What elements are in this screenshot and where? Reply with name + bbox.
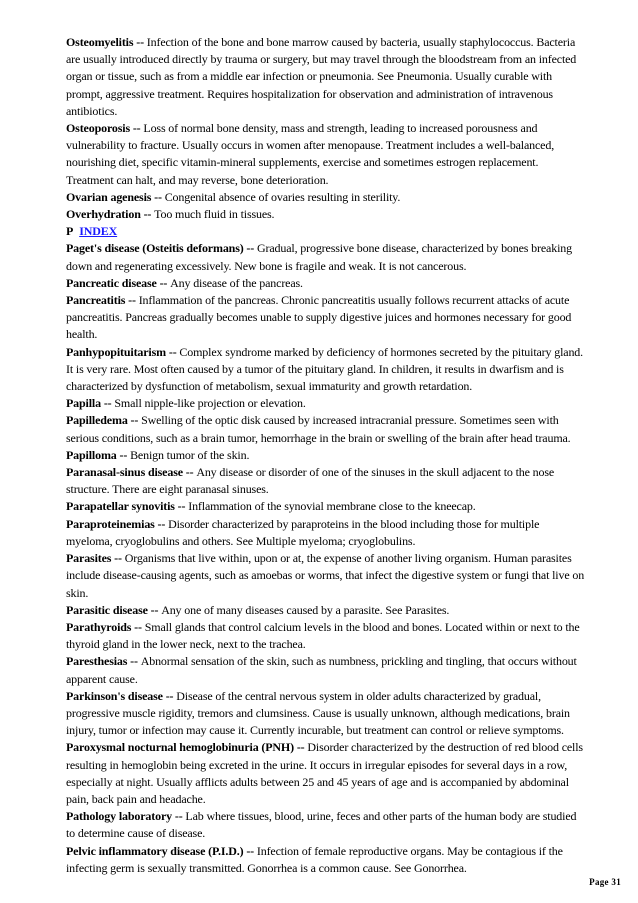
glossary-entries [66, 34, 586, 877]
glossary-entry [66, 189, 586, 206]
entry-definition: Small glands that control calcium levels in the blood and bones. Located within or next to the thyroid gland in the lower neck, next to the trachea. [66, 619, 580, 652]
entry-separator: -- [127, 654, 141, 669]
glossary-entry [66, 498, 586, 515]
entry-definition: Gradual, progressive bone disease, characterized by bones breaking down and regenerating excessively. New bone is fragile and weak. It is not cancerous. [66, 241, 572, 273]
glossary-entry [66, 550, 586, 602]
entry-separator: -- [151, 189, 165, 204]
entry-term: Osteomyelitis [66, 35, 134, 49]
entry-definition: Complex syndrome marked by deficiency of hormones secreted by the pituitary gland. It is very rare. Most often caused by a tumor of the pituitary gland. In children, it results in dwarfism and is characterized by dysfunction of metabolism, sexual immaturity and growth retardation. [66, 344, 583, 394]
glossary-entry [66, 843, 586, 877]
entry-separator: -- [129, 121, 144, 136]
entry-term: Papilloma [66, 447, 117, 462]
glossary-entry [66, 447, 586, 464]
entry-term: Ovarian agenesis [66, 189, 152, 204]
entry-term: Papilla [66, 396, 101, 411]
page-number: Page 31 [589, 877, 621, 887]
entry-separator: -- [125, 293, 139, 308]
entry-separator: -- [100, 396, 115, 411]
entry-separator: -- [140, 207, 155, 222]
entry-definition: Loss of normal bone density, mass and strength, leading to increased porousness and vulnerability to fracture. Usually occurs in women after menopause. Treatment includes a well-balanced, nourishing diet, specific vitamin-mineral supplements, exercise and sometimes estrogen replacement. Treatment can halt, and may reverse, bone deterioration. [66, 121, 555, 187]
entry-definition: Disorder characterized by paraproteins in the blood including those for multiple myeloma, cryoglobulins and others. See Multiple myeloma; cryoglobulins. [66, 516, 540, 548]
entry-term: Pathology laboratory [66, 809, 172, 824]
glossary-group-o [66, 34, 586, 223]
entry-definition: Benign tumor of the skin. [130, 447, 250, 462]
entry-definition: Small nipple-like projection or elevation. [114, 396, 306, 411]
entry-term: Paget's disease (Osteitis deformans) [66, 241, 244, 256]
entry-term: Paroxysmal nocturnal hemoglobinuria (PNH) [66, 740, 294, 755]
section-heading-p [66, 223, 586, 240]
entry-term: Overhydration [66, 207, 141, 222]
entry-definition: Disease of the central nervous system in older adults characterized by gradual, progressive muscle rigidity, tremors and clumsiness. Cause is usually unknown, although medications, brain injury, tumor or infection may cause it. Currently incurable, but treatment can control or relieve symptoms. [66, 688, 570, 738]
entry-definition: Any one of many diseases caused by a parasite. See Parasites. [161, 602, 450, 617]
entry-separator: -- [293, 740, 308, 755]
glossary-entry [66, 395, 586, 412]
glossary-entry [66, 275, 586, 292]
entry-term: Pancreatitis [66, 293, 126, 308]
entry-separator: -- [182, 465, 197, 480]
entry-definition: Congenital absence of ovaries resulting in sterility. [164, 189, 401, 204]
entry-term: Parasites [66, 551, 112, 566]
entry-term: Parasitic disease [66, 602, 148, 617]
entry-definition: Inflammation of the pancreas. Chronic pancreatitis usually follows recurrent attacks of acute pancreatitis. Pancreas gradually becomes unable to supply digestive juices and hormones necessary for good health. [66, 293, 572, 342]
glossary-entry [66, 602, 586, 619]
entry-term: Parkinson's disease [66, 688, 163, 703]
entry-separator: -- [133, 35, 147, 49]
entry-separator: -- [131, 619, 145, 634]
glossary-entry [66, 412, 586, 446]
entry-term: Osteoporosis [66, 121, 130, 136]
glossary-entry [66, 34, 586, 120]
entry-separator: -- [127, 413, 142, 428]
entry-separator: -- [243, 843, 257, 858]
entry-definition: Too much fluid in tissues. [154, 207, 275, 222]
glossary-entry [66, 653, 586, 687]
entry-term: Papilledema [66, 413, 128, 428]
entry-term: Pancreatic disease [66, 275, 157, 290]
glossary-entry [66, 516, 586, 550]
entry-definition: Abnormal sensation of the skin, such as numbness, prickling and tingling, that occurs without apparent cause. [66, 654, 577, 686]
glossary-entry [66, 808, 586, 842]
entry-term: Panhypopituitarism [66, 344, 166, 359]
entry-definition: Infection of female reproductive organs. May be contagious if the infecting germ is sexually transmitted. Gonorrhea is a common cause. See Gonorrhea. [66, 843, 563, 875]
entry-separator: -- [166, 344, 180, 359]
index-link[interactable]: INDEX [79, 224, 118, 239]
glossary-entry [66, 619, 586, 653]
entry-term: Parapatellar synovitis [66, 499, 175, 514]
entry-separator: -- [147, 602, 162, 617]
entry-term: Parathyroids [66, 619, 132, 634]
glossary-entry [66, 739, 586, 808]
entry-separator: -- [162, 688, 177, 703]
glossary-group-p [66, 240, 586, 877]
entry-definition: Any disease of the pancreas. [170, 275, 303, 290]
entry-definition: Organisms that live within, upon or at, the expense of another living organism. Human parasites include disease-causing agents, such as amoebas or worms, that infect the digestive system or fungi that live on skin. [66, 551, 585, 600]
glossary-entry [66, 688, 586, 740]
glossary-entry [66, 120, 586, 189]
entry-definition: Infection of the bone and bone marrow caused by bacteria, usually staphylococcus. Bacteria are usually introduced directly by trauma or surgery, but may travel through the bloodstream from an infected organ or tissue, such as from a middle ear infection or pneumonia. See Pneumonia. Usually curable with prompt, aggressive treatment. Requires hospitalization for observation and administration of intravenous antibiotics. [66, 35, 577, 118]
entry-term: Paranasal-sinus disease [66, 465, 183, 480]
entry-definition: Lab where tissues, blood, urine, feces and other parts of the human body are studied to determine cause of disease. [66, 809, 577, 841]
glossary-entry [66, 344, 586, 396]
entry-separator: -- [156, 275, 171, 290]
entry-definition: Swelling of the optic disk caused by increased intracranial pressure. Sometimes seen with serious conditions, such as a brain tumor, hemorrhage in the brain or swelling of the brain after head trauma. [66, 413, 571, 445]
entry-separator: -- [172, 809, 186, 824]
entry-term: Paraproteinemias [66, 516, 155, 531]
glossary-entry [66, 292, 586, 344]
entry-separator: -- [111, 551, 125, 566]
entry-definition: Any disease or disorder of one of the sinuses in the skull adjacent to the nose structure. There are eight paranasal sinuses. [66, 465, 555, 497]
entry-separator: -- [243, 241, 257, 256]
glossary-entry [66, 464, 586, 498]
glossary-entry [66, 240, 586, 274]
entry-definition: Disorder characterized by the destruction of red blood cells resulting in hemoglobin being excreted in the urine. It occurs in irregular episodes for several days in a row, especially at night. Usually afflicts adults between 25 and 45 years of age and is accompanied by abdominal pain, back pain and headache. [66, 740, 583, 806]
entry-separator: -- [116, 447, 131, 462]
entry-definition: Inflammation of the synovial membrane close to the kneecap. [188, 499, 476, 514]
entry-term: Paresthesias [66, 654, 128, 669]
entry-term: Pelvic inflammatory disease (P.I.D.) [66, 843, 244, 858]
entry-separator: -- [154, 516, 169, 531]
section-letter: P [66, 224, 74, 239]
entry-separator: -- [174, 499, 189, 514]
glossary-entry [66, 206, 586, 223]
